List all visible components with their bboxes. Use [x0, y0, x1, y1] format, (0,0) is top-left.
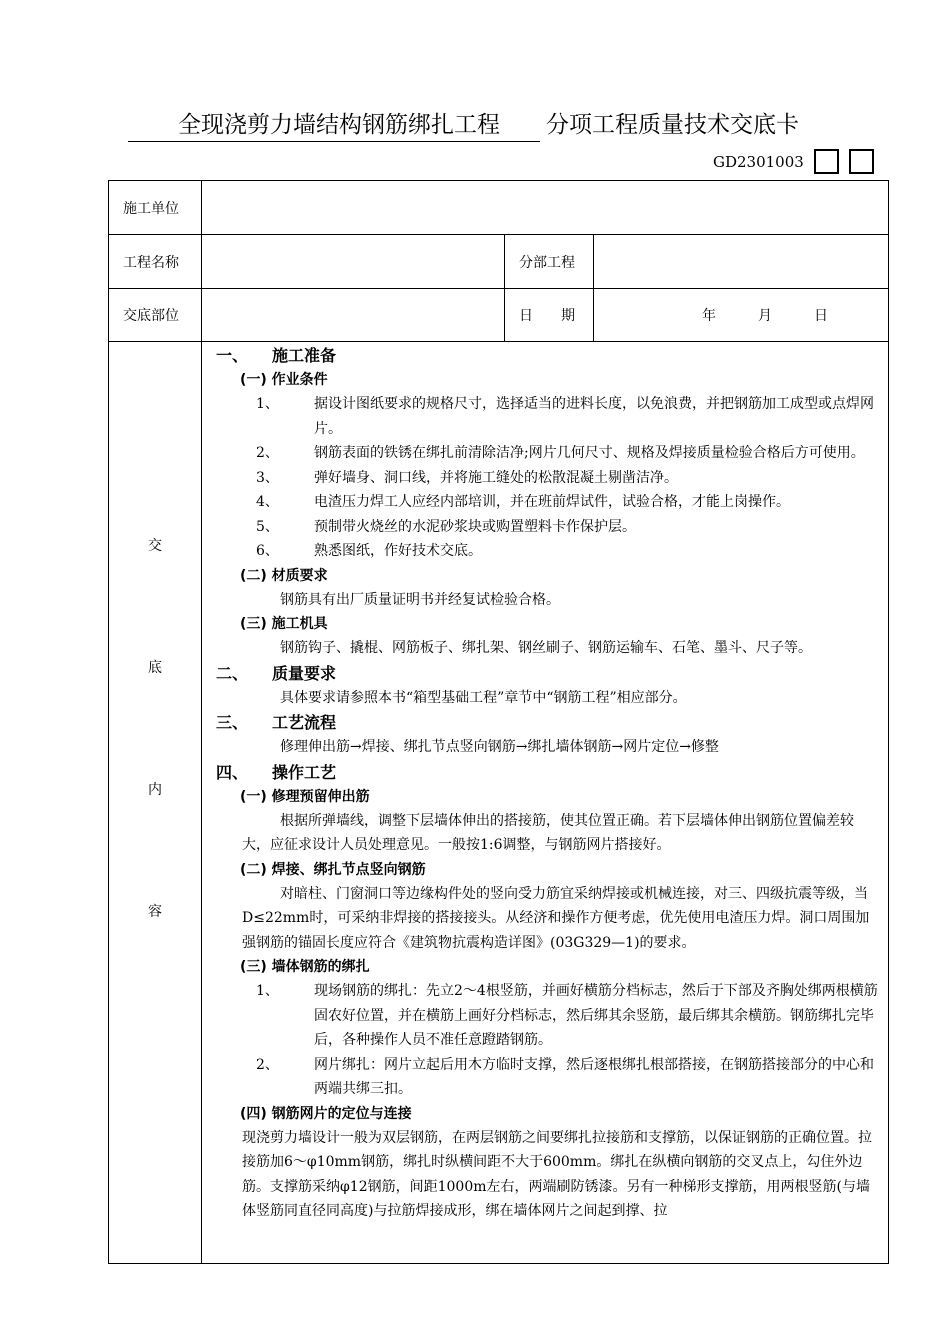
content-body [202, 342, 889, 1264]
section-4b-text: 对暗柱、门窗洞口等边缘构件处的竖向受力筋宜采纳焊接或机械连接，对三、四级抗震等级，当D≤22mm时，可采纳非焊接的搭接接头。从经济和操作方便考虑，优先使用电渣压力焊。洞口周围加强钢筋的锚固长度应符合《建筑物抗震构造详图》(03G329—1)的要求。 [242, 885, 870, 951]
disclosure-form [108, 180, 889, 1264]
section-4c-heading: (三) 墙体钢筋的绑扎 [240, 959, 370, 975]
list-item: 1、 现场钢筋的绑扎：先立2～4根竖筋，并画好横筋分档标志，然后于下部及齐胸处绑两根横筋固农好位置，并在横筋上画好分档标志，然后绑其余竖筋，最后绑其余横筋。钢筋绑扎完毕后，各种操作人员不准任意蹬踏钢筋。 [256, 983, 878, 1048]
section-4a-text: 根据所弹墙线，调整下层墙体伸出的搭接筋，使其位置正确。若下层墙体伸出钢筋位置偏差较大，应征求设计人员处理意见。一般按1:6调整，与钢筋网片搭接好。 [242, 812, 854, 853]
date-label: 日 期 [505, 289, 594, 342]
part-label: 交底部位 [109, 289, 202, 342]
section-4-heading: 四、 操作工艺 [216, 762, 337, 782]
title-suffix: 分项工程质量技术交底卡 [546, 112, 799, 138]
list-item: 2、 钢筋表面的铁锈在绑扎前清除洁净;网片几何尺寸、规格及焊接质量检验合格后方可使用。 [256, 445, 865, 461]
content-side-label [109, 342, 202, 1264]
date-field[interactable]: 年 月 日 [594, 289, 889, 342]
process-flow-text: 修理伸出筋→焊接、绑扎节点竖向钢筋→绑扎墙体钢筋→网片定位→修整 [280, 739, 719, 755]
tools-text: 钢筋钩子、撬棍、网筋板子、绑扎架、钢丝刷子、钢筋运输车、石笔、墨斗、尺子等。 [280, 640, 812, 656]
section-1-heading: 一、 施工准备 [216, 346, 337, 365]
code-text: GD2301003 [713, 152, 804, 171]
list-item: 6、 熟悉图纸，作好技术交底。 [256, 543, 482, 559]
title-project-name: 全现浇剪力墙结构钢筋绑扎工程 [128, 106, 540, 142]
quality-text: 具体要求请参照本书“箱型基础工程”章节中“钢筋工程”相应部分。 [280, 689, 687, 706]
section-1a-heading: (一) 作业条件 [240, 372, 328, 388]
part-field[interactable] [202, 289, 505, 342]
unit-field[interactable] [202, 181, 889, 235]
section-2-heading: 二、 质量要求 [216, 663, 337, 683]
material-text: 钢筋具有出厂质量证明书并经复试检验合格。 [280, 591, 560, 608]
row-project [109, 235, 889, 289]
list-item: 5、 预制带火烧丝的水泥砂浆块或购置塑料卡作保护层。 [256, 518, 636, 535]
section-4b-heading: (二) 焊接、绑扎节点竖向钢筋 [240, 861, 426, 878]
project-field[interactable] [202, 235, 505, 289]
code-checkbox-1[interactable] [814, 149, 839, 174]
unit-label: 施工单位 [109, 181, 202, 235]
document-title [128, 106, 888, 140]
list-item: 2、 网片绑扎：网片立起后用木方临时支撑，然后逐根绑扎根部搭接，在钢筋搭接部分的中心和两端共绑三扣。 [256, 1056, 874, 1097]
row-content [109, 342, 889, 1264]
side-char-1: 交 [148, 538, 162, 554]
list-item: 1、 据设计图纸要求的规格尺寸，选择适当的进料长度，以免浪费，并把钢筋加工成型或点焊网片。 [256, 396, 874, 437]
section-4a-heading: (一) 修理预留伸出筋 [240, 788, 370, 805]
section-4d-text: 现浇剪力墙设计一般为双层钢筋，在两层钢筋之间要绑扎拉接筋和支撑筋，以保证钢筋的正确位置。拉接筋加6～φ10mm钢筋，绑扎时纵横间距不大于600mm。绑扎在纵横向钢筋的交叉点上，勾住外边筋。支撑筋采纳φ12钢筋，间距1000m左右，两端刷防锈漆。另有一种梯形支撑筋，用两根竖筋(与墙体竖筋同直径同高度)与拉筋焊接成形，绑在墙体网片之间起到撑、拉 [242, 1129, 872, 1219]
section-4d-heading: (四) 钢筋网片的定位与连接 [240, 1105, 412, 1122]
section-1c-heading: (三) 施工机具 [240, 616, 328, 632]
section-3-heading: 三、 工艺流程 [216, 713, 337, 732]
project-label: 工程名称 [109, 235, 202, 289]
code-checkbox-2[interactable] [849, 149, 874, 174]
row-unit [109, 181, 889, 235]
list-item: 3、 弹好墙身、洞口线，并将施工缝处的松散混凝土剔凿洁净。 [256, 469, 678, 486]
side-char-3: 内 [148, 782, 162, 798]
side-char-4: 容 [148, 904, 162, 920]
document-code [713, 149, 874, 174]
sub-project-label: 分部工程 [505, 235, 594, 289]
section-1b-heading: (二) 材质要求 [240, 567, 328, 584]
side-char-2: 底 [148, 660, 162, 676]
list-item: 4、 电渣压力焊工人应经内部培训，并在班前焊试件，试验合格，才能上岗操作。 [256, 494, 790, 510]
row-part [109, 289, 889, 342]
sub-project-field[interactable] [594, 235, 889, 289]
